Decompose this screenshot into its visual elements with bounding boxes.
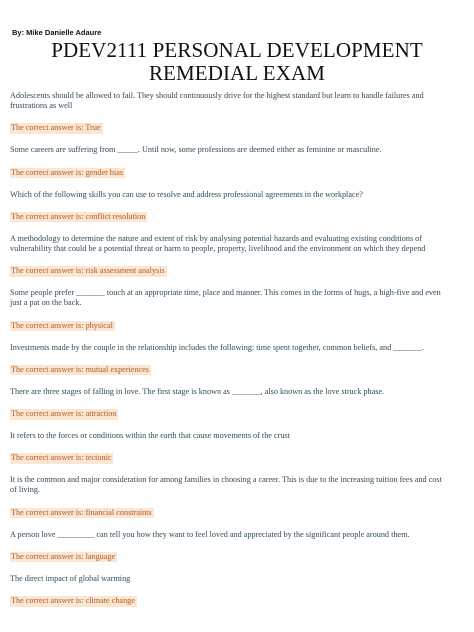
question-text: A person love _________ can tell you how they want to feel loved and appreciated by the significant people around them.	[10, 529, 410, 539]
question-item-10	[10, 530, 464, 564]
author-line: By: Mike Danielle Adaure	[12, 28, 102, 37]
title-line-2: REMEDIAL EXAM	[148, 61, 326, 85]
question-item-6	[10, 343, 464, 377]
answer-text: The correct answer is: risk assessment analysis	[11, 266, 165, 276]
question-item-11	[10, 574, 464, 608]
question-item-3	[10, 190, 464, 224]
question-text: Investments made by the couple in the relationship includes the following: time spent together, common beliefs, and _______.	[10, 342, 424, 352]
question-text: Which of the following skills you can use to resolve and address professional agreements in the workplace?	[10, 189, 363, 199]
answer-text: The correct answer is: conflict resolution	[11, 211, 146, 221]
question-text: Adolescents should be allowed to fail. They should continuously drive for the highest standard but learn to handle failures and frustrations as well	[10, 91, 424, 111]
answer-text: The correct answer is: gender bias	[11, 167, 124, 177]
question-text: Some people prefer _______ touch at an appropriate time, place and manner. This comes in the forms of hugs, a high-five and even just a pat on the back.	[10, 288, 441, 308]
question-text: There are three stages of falling in love. The first stage is known as _______, also known as the love struck phase.	[10, 386, 385, 396]
answer-text: The correct answer is: True	[11, 123, 101, 133]
question-item-4	[10, 234, 464, 278]
answer-text: The correct answer is: tectonic	[11, 453, 112, 463]
question-item-7	[10, 387, 464, 421]
title-line-1: PDEV2111 PERSONAL DEVELOPMENT	[51, 38, 423, 62]
answer-text: The correct answer is: attraction	[11, 409, 117, 419]
answer-text: The correct answer is: language	[11, 551, 116, 561]
question-text: Some careers are suffering from _____. Until now, some professions are deemed either as feminine or masculine.	[10, 145, 382, 155]
question-text: It is the common and major consideration for among families in choosing a career. This is due to the increasing tuition fees and cost of living.	[10, 475, 442, 495]
question-item-5	[10, 288, 464, 332]
answer-text: The correct answer is: physical	[11, 320, 113, 330]
question-text: It refers to the forces or conditions within the earth that cause movements of the crust	[10, 431, 290, 441]
question-item-2	[10, 145, 464, 179]
document-title	[10, 39, 464, 85]
question-item-9	[10, 475, 464, 519]
answer-text: The correct answer is: climate change	[11, 596, 135, 606]
answer-text: The correct answer is: financial constraints	[11, 507, 152, 517]
answer-text: The correct answer is: mutual experiences	[11, 364, 149, 374]
question-text: The direct impact of global warming	[10, 573, 131, 583]
question-text: A methodology to determine the nature and extent of risk by analysing potential hazards and evaluating existing conditions of vulnerability that could be a potential threat or harm to people, property, livelihood and the environment on which they depend	[10, 233, 426, 254]
question-item-8	[10, 431, 464, 465]
question-item-1	[10, 91, 464, 135]
